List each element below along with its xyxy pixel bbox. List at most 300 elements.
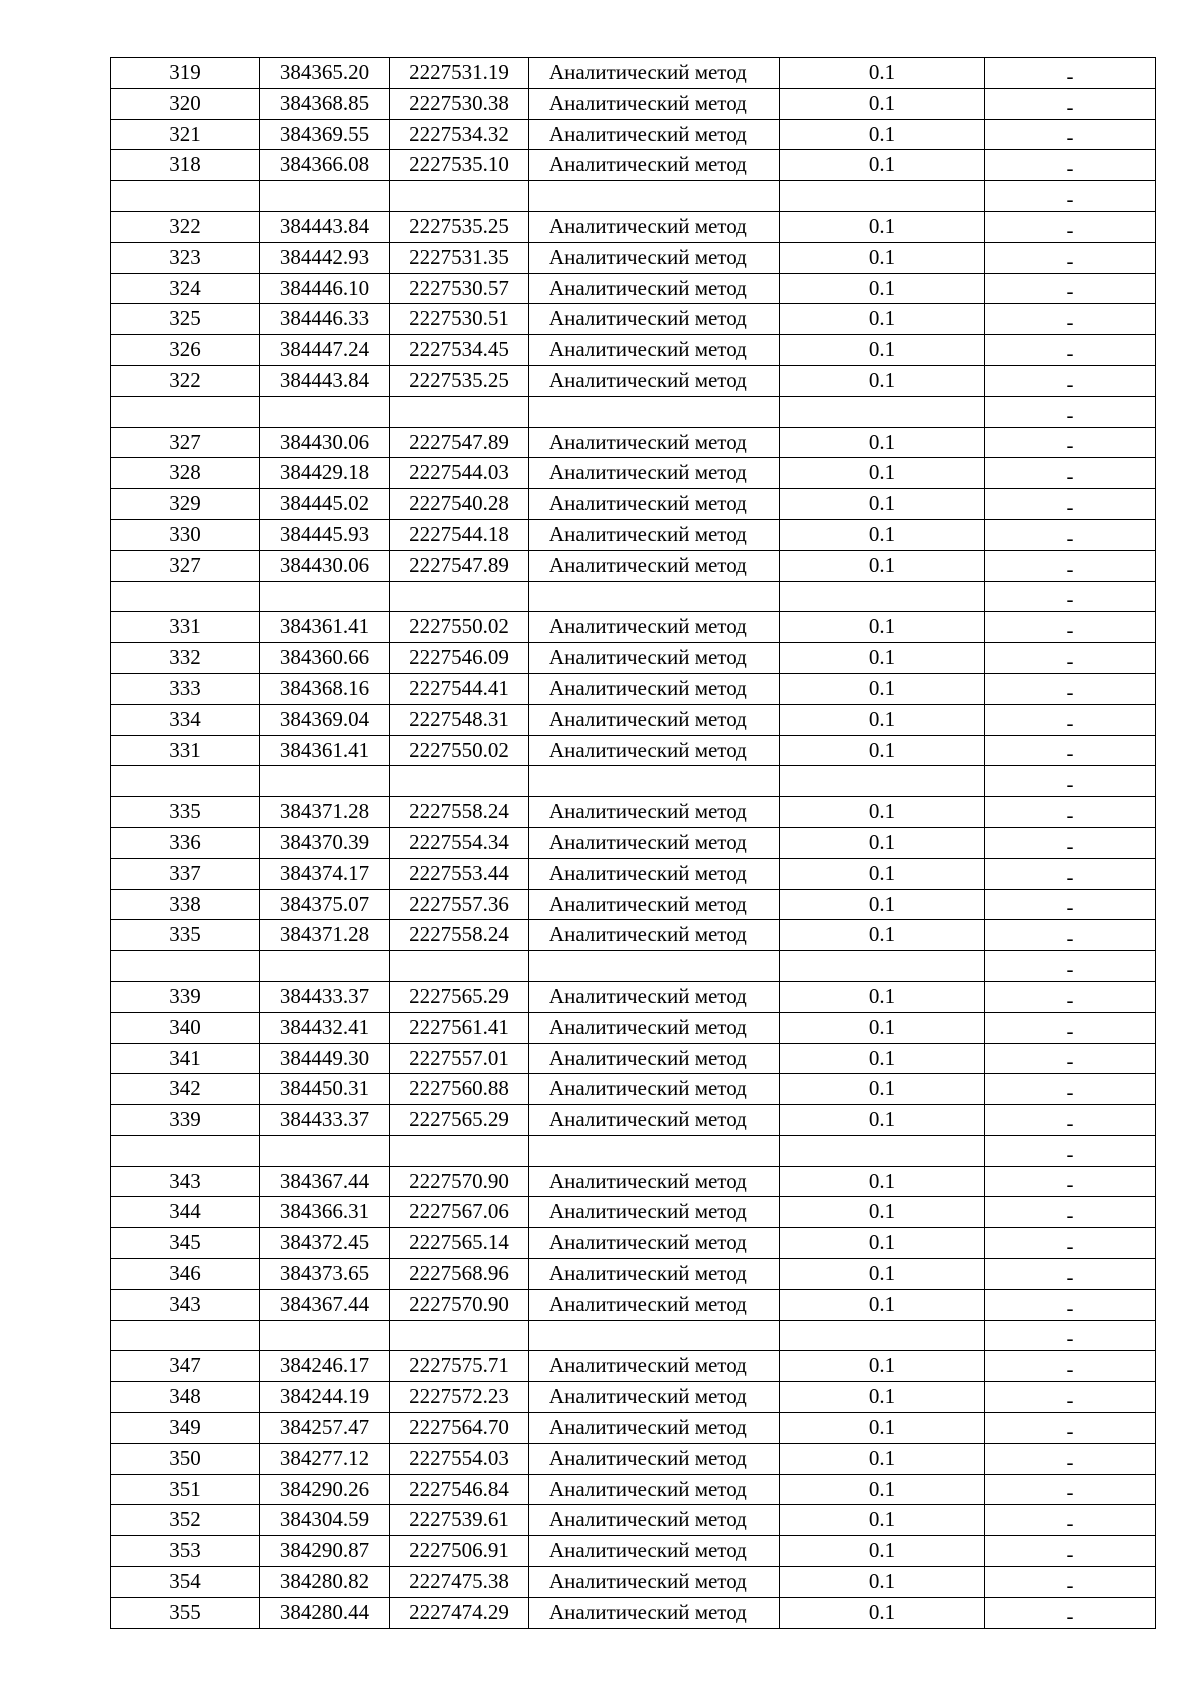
note-cell: - bbox=[985, 1413, 1156, 1444]
accuracy-cell: 0.1 bbox=[780, 1567, 985, 1598]
point-number-cell: 349 bbox=[111, 1413, 260, 1444]
accuracy-cell: 0.1 bbox=[780, 1166, 985, 1197]
point-number-cell: 339 bbox=[111, 981, 260, 1012]
accuracy-cell bbox=[780, 396, 985, 427]
separator-row bbox=[111, 396, 1156, 427]
y-coordinate-cell: 2227560.88 bbox=[390, 1074, 529, 1105]
y-coordinate-cell: 2227530.38 bbox=[390, 88, 529, 119]
note-cell: - bbox=[985, 1351, 1156, 1382]
x-coordinate-cell: 384366.31 bbox=[260, 1197, 390, 1228]
table-row bbox=[111, 920, 1156, 951]
accuracy-cell bbox=[780, 1135, 985, 1166]
y-coordinate-cell: 2227565.14 bbox=[390, 1228, 529, 1259]
table-row bbox=[111, 735, 1156, 766]
accuracy-cell bbox=[780, 181, 985, 212]
accuracy-cell: 0.1 bbox=[780, 550, 985, 581]
note-cell: - bbox=[985, 1382, 1156, 1413]
point-number-cell: 333 bbox=[111, 673, 260, 704]
table-row bbox=[111, 1197, 1156, 1228]
method-cell: Аналитический метод bbox=[529, 273, 780, 304]
point-number-cell: 321 bbox=[111, 119, 260, 150]
point-number-cell: 340 bbox=[111, 1012, 260, 1043]
accuracy-cell: 0.1 bbox=[780, 827, 985, 858]
x-coordinate-cell: 384246.17 bbox=[260, 1351, 390, 1382]
method-cell: Аналитический метод bbox=[529, 119, 780, 150]
method-cell: Аналитический метод bbox=[529, 1259, 780, 1290]
table-row bbox=[111, 1228, 1156, 1259]
point-number-cell: 327 bbox=[111, 550, 260, 581]
accuracy-cell: 0.1 bbox=[780, 88, 985, 119]
point-number-cell bbox=[111, 766, 260, 797]
note-cell: - bbox=[985, 1567, 1156, 1598]
y-coordinate-cell: 2227531.19 bbox=[390, 58, 529, 89]
note-cell: - bbox=[985, 1012, 1156, 1043]
table-row bbox=[111, 119, 1156, 150]
table-row bbox=[111, 427, 1156, 458]
y-coordinate-cell: 2227547.89 bbox=[390, 427, 529, 458]
x-coordinate-cell: 384366.08 bbox=[260, 150, 390, 181]
method-cell: Аналитический метод bbox=[529, 211, 780, 242]
accuracy-cell: 0.1 bbox=[780, 1043, 985, 1074]
method-cell: Аналитический метод bbox=[529, 335, 780, 366]
table-row bbox=[111, 458, 1156, 489]
y-coordinate-cell bbox=[390, 396, 529, 427]
y-coordinate-cell: 2227530.57 bbox=[390, 273, 529, 304]
point-number-cell: 353 bbox=[111, 1536, 260, 1567]
accuracy-cell: 0.1 bbox=[780, 1474, 985, 1505]
separator-row bbox=[111, 1135, 1156, 1166]
x-coordinate-cell: 384446.10 bbox=[260, 273, 390, 304]
method-cell: Аналитический метод bbox=[529, 827, 780, 858]
point-number-cell: 351 bbox=[111, 1474, 260, 1505]
accuracy-cell: 0.1 bbox=[780, 519, 985, 550]
point-number-cell bbox=[111, 181, 260, 212]
method-cell: Аналитический метод bbox=[529, 1197, 780, 1228]
note-cell: - bbox=[985, 612, 1156, 643]
accuracy-cell: 0.1 bbox=[780, 1505, 985, 1536]
table-row bbox=[111, 1166, 1156, 1197]
note-cell: - bbox=[985, 1474, 1156, 1505]
accuracy-cell: 0.1 bbox=[780, 458, 985, 489]
method-cell: Аналитический метод bbox=[529, 1505, 780, 1536]
x-coordinate-cell: 384372.45 bbox=[260, 1228, 390, 1259]
x-coordinate-cell: 384442.93 bbox=[260, 242, 390, 273]
x-coordinate-cell: 384280.44 bbox=[260, 1597, 390, 1628]
accuracy-cell: 0.1 bbox=[780, 150, 985, 181]
table-row bbox=[111, 673, 1156, 704]
y-coordinate-cell: 2227540.28 bbox=[390, 489, 529, 520]
accuracy-cell bbox=[780, 581, 985, 612]
accuracy-cell: 0.1 bbox=[780, 1597, 985, 1628]
point-number-cell bbox=[111, 396, 260, 427]
method-cell bbox=[529, 1135, 780, 1166]
note-cell: - bbox=[985, 766, 1156, 797]
point-number-cell: 324 bbox=[111, 273, 260, 304]
x-coordinate-cell: 384360.66 bbox=[260, 643, 390, 674]
table-row bbox=[111, 1351, 1156, 1382]
accuracy-cell: 0.1 bbox=[780, 704, 985, 735]
point-number-cell: 345 bbox=[111, 1228, 260, 1259]
accuracy-cell: 0.1 bbox=[780, 643, 985, 674]
x-coordinate-cell: 384371.28 bbox=[260, 920, 390, 951]
note-cell: - bbox=[985, 643, 1156, 674]
table-row bbox=[111, 1597, 1156, 1628]
method-cell: Аналитический метод bbox=[529, 550, 780, 581]
x-coordinate-cell: 384443.84 bbox=[260, 365, 390, 396]
point-number-cell: 338 bbox=[111, 889, 260, 920]
note-cell: - bbox=[985, 920, 1156, 951]
x-coordinate-cell: 384374.17 bbox=[260, 858, 390, 889]
x-coordinate-cell bbox=[260, 1135, 390, 1166]
y-coordinate-cell: 2227557.36 bbox=[390, 889, 529, 920]
method-cell: Аналитический метод bbox=[529, 150, 780, 181]
method-cell bbox=[529, 951, 780, 982]
y-coordinate-cell bbox=[390, 1135, 529, 1166]
table-row bbox=[111, 858, 1156, 889]
note-cell: - bbox=[985, 58, 1156, 89]
x-coordinate-cell: 384375.07 bbox=[260, 889, 390, 920]
note-cell: - bbox=[985, 1074, 1156, 1105]
note-cell: - bbox=[985, 181, 1156, 212]
coordinates-table-body bbox=[111, 58, 1156, 1629]
table-row bbox=[111, 612, 1156, 643]
y-coordinate-cell: 2227548.31 bbox=[390, 704, 529, 735]
point-number-cell bbox=[111, 951, 260, 982]
point-number-cell: 329 bbox=[111, 489, 260, 520]
point-number-cell: 335 bbox=[111, 920, 260, 951]
method-cell: Аналитический метод bbox=[529, 612, 780, 643]
point-number-cell bbox=[111, 1135, 260, 1166]
table-row bbox=[111, 1443, 1156, 1474]
note-cell: - bbox=[985, 335, 1156, 366]
note-cell: - bbox=[985, 797, 1156, 828]
method-cell: Аналитический метод bbox=[529, 1351, 780, 1382]
note-cell: - bbox=[985, 119, 1156, 150]
table-row bbox=[111, 1012, 1156, 1043]
y-coordinate-cell: 2227544.41 bbox=[390, 673, 529, 704]
x-coordinate-cell bbox=[260, 581, 390, 612]
note-cell: - bbox=[985, 951, 1156, 982]
note-cell: - bbox=[985, 1197, 1156, 1228]
y-coordinate-cell: 2227535.25 bbox=[390, 365, 529, 396]
note-cell: - bbox=[985, 889, 1156, 920]
y-coordinate-cell bbox=[390, 181, 529, 212]
point-number-cell bbox=[111, 1320, 260, 1351]
x-coordinate-cell: 384277.12 bbox=[260, 1443, 390, 1474]
accuracy-cell bbox=[780, 951, 985, 982]
y-coordinate-cell: 2227557.01 bbox=[390, 1043, 529, 1074]
point-number-cell bbox=[111, 581, 260, 612]
x-coordinate-cell: 384445.93 bbox=[260, 519, 390, 550]
note-cell: - bbox=[985, 735, 1156, 766]
method-cell: Аналитический метод bbox=[529, 1043, 780, 1074]
method-cell: Аналитический метод bbox=[529, 858, 780, 889]
y-coordinate-cell: 2227544.18 bbox=[390, 519, 529, 550]
table-row bbox=[111, 365, 1156, 396]
y-coordinate-cell: 2227550.02 bbox=[390, 612, 529, 643]
table-row bbox=[111, 643, 1156, 674]
y-coordinate-cell: 2227535.25 bbox=[390, 211, 529, 242]
x-coordinate-cell: 384449.30 bbox=[260, 1043, 390, 1074]
table-row bbox=[111, 704, 1156, 735]
note-cell: - bbox=[985, 304, 1156, 335]
x-coordinate-cell: 384290.87 bbox=[260, 1536, 390, 1567]
x-coordinate-cell: 384257.47 bbox=[260, 1413, 390, 1444]
accuracy-cell: 0.1 bbox=[780, 797, 985, 828]
y-coordinate-cell: 2227550.02 bbox=[390, 735, 529, 766]
method-cell: Аналитический метод bbox=[529, 1166, 780, 1197]
accuracy-cell bbox=[780, 1320, 985, 1351]
note-cell: - bbox=[985, 489, 1156, 520]
point-number-cell: 339 bbox=[111, 1105, 260, 1136]
accuracy-cell: 0.1 bbox=[780, 1351, 985, 1382]
y-coordinate-cell: 2227474.29 bbox=[390, 1597, 529, 1628]
note-cell: - bbox=[985, 1597, 1156, 1628]
table-row bbox=[111, 1259, 1156, 1290]
coordinates-table bbox=[110, 57, 1156, 1629]
table-row bbox=[111, 1413, 1156, 1444]
point-number-cell: 320 bbox=[111, 88, 260, 119]
point-number-cell: 335 bbox=[111, 797, 260, 828]
method-cell: Аналитический метод bbox=[529, 242, 780, 273]
x-coordinate-cell: 384290.26 bbox=[260, 1474, 390, 1505]
document-page bbox=[110, 57, 1155, 1629]
y-coordinate-cell: 2227546.84 bbox=[390, 1474, 529, 1505]
method-cell: Аналитический метод bbox=[529, 1105, 780, 1136]
method-cell: Аналитический метод bbox=[529, 673, 780, 704]
point-number-cell: 326 bbox=[111, 335, 260, 366]
point-number-cell: 323 bbox=[111, 242, 260, 273]
point-number-cell: 331 bbox=[111, 735, 260, 766]
note-cell: - bbox=[985, 673, 1156, 704]
note-cell: - bbox=[985, 273, 1156, 304]
x-coordinate-cell bbox=[260, 766, 390, 797]
point-number-cell: 318 bbox=[111, 150, 260, 181]
accuracy-cell: 0.1 bbox=[780, 1289, 985, 1320]
accuracy-cell: 0.1 bbox=[780, 858, 985, 889]
x-coordinate-cell: 384433.37 bbox=[260, 1105, 390, 1136]
point-number-cell: 343 bbox=[111, 1289, 260, 1320]
x-coordinate-cell bbox=[260, 396, 390, 427]
accuracy-cell: 0.1 bbox=[780, 735, 985, 766]
method-cell bbox=[529, 396, 780, 427]
table-row bbox=[111, 519, 1156, 550]
point-number-cell: 342 bbox=[111, 1074, 260, 1105]
note-cell: - bbox=[985, 1259, 1156, 1290]
method-cell bbox=[529, 581, 780, 612]
table-row bbox=[111, 242, 1156, 273]
x-coordinate-cell: 384369.04 bbox=[260, 704, 390, 735]
x-coordinate-cell: 384445.02 bbox=[260, 489, 390, 520]
point-number-cell: 344 bbox=[111, 1197, 260, 1228]
x-coordinate-cell: 384450.31 bbox=[260, 1074, 390, 1105]
accuracy-cell: 0.1 bbox=[780, 365, 985, 396]
table-row bbox=[111, 1105, 1156, 1136]
note-cell: - bbox=[985, 1505, 1156, 1536]
point-number-cell: 337 bbox=[111, 858, 260, 889]
y-coordinate-cell: 2227553.44 bbox=[390, 858, 529, 889]
point-number-cell: 327 bbox=[111, 427, 260, 458]
note-cell: - bbox=[985, 981, 1156, 1012]
x-coordinate-cell: 384367.44 bbox=[260, 1166, 390, 1197]
x-coordinate-cell: 384280.82 bbox=[260, 1567, 390, 1598]
method-cell: Аналитический метод bbox=[529, 304, 780, 335]
table-row bbox=[111, 550, 1156, 581]
x-coordinate-cell: 384443.84 bbox=[260, 211, 390, 242]
note-cell: - bbox=[985, 1289, 1156, 1320]
x-coordinate-cell: 384430.06 bbox=[260, 550, 390, 581]
table-row bbox=[111, 797, 1156, 828]
accuracy-cell: 0.1 bbox=[780, 673, 985, 704]
y-coordinate-cell: 2227554.34 bbox=[390, 827, 529, 858]
y-coordinate-cell: 2227570.90 bbox=[390, 1166, 529, 1197]
note-cell: - bbox=[985, 458, 1156, 489]
method-cell: Аналитический метод bbox=[529, 1289, 780, 1320]
point-number-cell: 334 bbox=[111, 704, 260, 735]
x-coordinate-cell bbox=[260, 1320, 390, 1351]
table-row bbox=[111, 1074, 1156, 1105]
method-cell: Аналитический метод bbox=[529, 365, 780, 396]
x-coordinate-cell: 384368.16 bbox=[260, 673, 390, 704]
method-cell: Аналитический метод bbox=[529, 1536, 780, 1567]
method-cell: Аналитический метод bbox=[529, 519, 780, 550]
x-coordinate-cell: 384433.37 bbox=[260, 981, 390, 1012]
accuracy-cell: 0.1 bbox=[780, 211, 985, 242]
y-coordinate-cell: 2227534.32 bbox=[390, 119, 529, 150]
y-coordinate-cell: 2227561.41 bbox=[390, 1012, 529, 1043]
point-number-cell: 336 bbox=[111, 827, 260, 858]
method-cell: Аналитический метод bbox=[529, 489, 780, 520]
x-coordinate-cell: 384432.41 bbox=[260, 1012, 390, 1043]
accuracy-cell: 0.1 bbox=[780, 1228, 985, 1259]
method-cell: Аналитический метод bbox=[529, 643, 780, 674]
x-coordinate-cell: 384446.33 bbox=[260, 304, 390, 335]
point-number-cell: 350 bbox=[111, 1443, 260, 1474]
table-row bbox=[111, 58, 1156, 89]
point-number-cell: 348 bbox=[111, 1382, 260, 1413]
y-coordinate-cell: 2227475.38 bbox=[390, 1567, 529, 1598]
method-cell: Аналитический метод bbox=[529, 58, 780, 89]
method-cell: Аналитический метод bbox=[529, 458, 780, 489]
point-number-cell: 322 bbox=[111, 365, 260, 396]
x-coordinate-cell: 384430.06 bbox=[260, 427, 390, 458]
method-cell: Аналитический метод bbox=[529, 704, 780, 735]
x-coordinate-cell: 384367.44 bbox=[260, 1289, 390, 1320]
separator-row bbox=[111, 951, 1156, 982]
y-coordinate-cell: 2227565.29 bbox=[390, 1105, 529, 1136]
method-cell: Аналитический метод bbox=[529, 1597, 780, 1628]
accuracy-cell: 0.1 bbox=[780, 612, 985, 643]
accuracy-cell bbox=[780, 766, 985, 797]
note-cell: - bbox=[985, 1443, 1156, 1474]
method-cell: Аналитический метод bbox=[529, 1382, 780, 1413]
note-cell: - bbox=[985, 211, 1156, 242]
y-coordinate-cell bbox=[390, 951, 529, 982]
accuracy-cell: 0.1 bbox=[780, 1105, 985, 1136]
point-number-cell: 332 bbox=[111, 643, 260, 674]
table-row bbox=[111, 1043, 1156, 1074]
x-coordinate-cell: 384373.65 bbox=[260, 1259, 390, 1290]
accuracy-cell: 0.1 bbox=[780, 1197, 985, 1228]
note-cell: - bbox=[985, 704, 1156, 735]
method-cell: Аналитический метод bbox=[529, 735, 780, 766]
table-row bbox=[111, 304, 1156, 335]
note-cell: - bbox=[985, 1043, 1156, 1074]
y-coordinate-cell: 2227539.61 bbox=[390, 1505, 529, 1536]
note-cell: - bbox=[985, 242, 1156, 273]
y-coordinate-cell: 2227534.45 bbox=[390, 335, 529, 366]
x-coordinate-cell: 384368.85 bbox=[260, 88, 390, 119]
y-coordinate-cell: 2227547.89 bbox=[390, 550, 529, 581]
accuracy-cell: 0.1 bbox=[780, 489, 985, 520]
y-coordinate-cell: 2227554.03 bbox=[390, 1443, 529, 1474]
table-row bbox=[111, 273, 1156, 304]
method-cell: Аналитический метод bbox=[529, 1074, 780, 1105]
point-number-cell: 343 bbox=[111, 1166, 260, 1197]
table-row bbox=[111, 1567, 1156, 1598]
method-cell: Аналитический метод bbox=[529, 1474, 780, 1505]
y-coordinate-cell: 2227570.90 bbox=[390, 1289, 529, 1320]
y-coordinate-cell: 2227565.29 bbox=[390, 981, 529, 1012]
x-coordinate-cell bbox=[260, 951, 390, 982]
point-number-cell: 341 bbox=[111, 1043, 260, 1074]
y-coordinate-cell: 2227558.24 bbox=[390, 797, 529, 828]
y-coordinate-cell: 2227531.35 bbox=[390, 242, 529, 273]
y-coordinate-cell: 2227506.91 bbox=[390, 1536, 529, 1567]
point-number-cell: 346 bbox=[111, 1259, 260, 1290]
method-cell: Аналитический метод bbox=[529, 1443, 780, 1474]
table-row bbox=[111, 1382, 1156, 1413]
table-row bbox=[111, 1474, 1156, 1505]
note-cell: - bbox=[985, 1135, 1156, 1166]
method-cell: Аналитический метод bbox=[529, 920, 780, 951]
note-cell: - bbox=[985, 1320, 1156, 1351]
method-cell: Аналитический метод bbox=[529, 1567, 780, 1598]
note-cell: - bbox=[985, 827, 1156, 858]
method-cell: Аналитический метод bbox=[529, 981, 780, 1012]
x-coordinate-cell: 384361.41 bbox=[260, 735, 390, 766]
table-row bbox=[111, 335, 1156, 366]
note-cell: - bbox=[985, 88, 1156, 119]
y-coordinate-cell bbox=[390, 766, 529, 797]
accuracy-cell: 0.1 bbox=[780, 920, 985, 951]
point-number-cell: 355 bbox=[111, 1597, 260, 1628]
x-coordinate-cell: 384429.18 bbox=[260, 458, 390, 489]
accuracy-cell: 0.1 bbox=[780, 1413, 985, 1444]
note-cell: - bbox=[985, 150, 1156, 181]
accuracy-cell: 0.1 bbox=[780, 1382, 985, 1413]
table-row bbox=[111, 981, 1156, 1012]
point-number-cell: 325 bbox=[111, 304, 260, 335]
y-coordinate-cell: 2227575.71 bbox=[390, 1351, 529, 1382]
point-number-cell: 331 bbox=[111, 612, 260, 643]
accuracy-cell: 0.1 bbox=[780, 58, 985, 89]
note-cell: - bbox=[985, 427, 1156, 458]
table-row bbox=[111, 150, 1156, 181]
x-coordinate-cell: 384371.28 bbox=[260, 797, 390, 828]
accuracy-cell: 0.1 bbox=[780, 1443, 985, 1474]
point-number-cell: 354 bbox=[111, 1567, 260, 1598]
note-cell: - bbox=[985, 1166, 1156, 1197]
y-coordinate-cell: 2227564.70 bbox=[390, 1413, 529, 1444]
accuracy-cell: 0.1 bbox=[780, 1012, 985, 1043]
table-row bbox=[111, 1536, 1156, 1567]
method-cell: Аналитический метод bbox=[529, 427, 780, 458]
point-number-cell: 322 bbox=[111, 211, 260, 242]
method-cell: Аналитический метод bbox=[529, 797, 780, 828]
y-coordinate-cell: 2227546.09 bbox=[390, 643, 529, 674]
y-coordinate-cell: 2227568.96 bbox=[390, 1259, 529, 1290]
